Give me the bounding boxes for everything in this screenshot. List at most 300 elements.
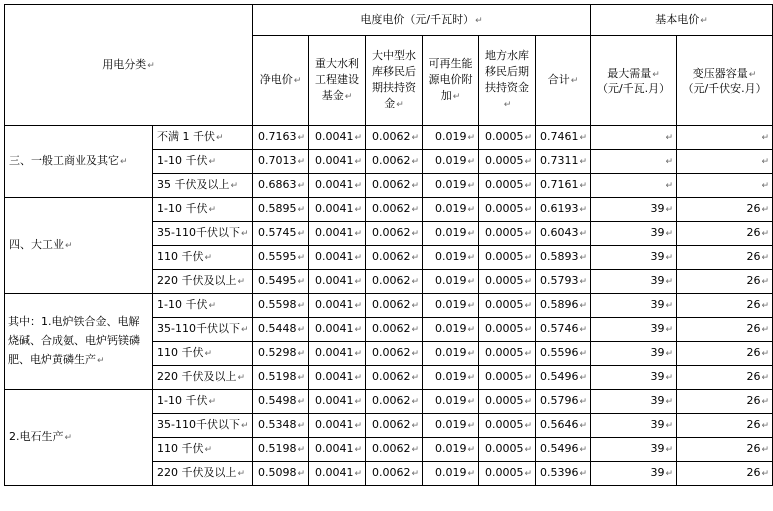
- paragraph-mark: ↵: [411, 277, 420, 287]
- paragraph-mark: ↵: [64, 433, 73, 443]
- cell-renewable: [423, 270, 479, 294]
- cell-total-value: 0.5596: [540, 346, 579, 359]
- cell-total-value: 0.5496: [540, 370, 579, 383]
- cell-fund-water: [309, 126, 366, 150]
- cell-total: [536, 222, 591, 246]
- cell-net-price-value: 0.5348: [257, 418, 297, 431]
- paragraph-mark: ↵: [579, 205, 588, 215]
- paragraph-mark: ↵: [216, 133, 224, 143]
- paragraph-mark: ↵: [665, 133, 674, 143]
- cell-total: [536, 150, 591, 174]
- cell-transformer-value: 26: [746, 274, 761, 287]
- cell-net-price: [253, 198, 309, 222]
- paragraph-mark: ↵: [467, 421, 476, 431]
- cell-fund-water-value: 0.0041: [314, 442, 354, 455]
- cell-max-demand: [591, 294, 677, 318]
- category-cell-value: 四、大工业: [9, 238, 64, 251]
- cell-total-value: 0.7161: [540, 178, 579, 191]
- paragraph-mark: ↵: [761, 277, 770, 287]
- paragraph-mark: ↵: [579, 397, 588, 407]
- cell-fund-water-value: 0.0041: [314, 418, 354, 431]
- cell-fund-water: [309, 174, 366, 198]
- paragraph-mark: ↵: [237, 469, 246, 479]
- cell-fund-reservoir-value: 0.0062: [371, 346, 411, 359]
- paragraph-mark: ↵: [524, 277, 533, 287]
- paragraph-mark: ↵: [579, 301, 588, 311]
- category-cell: [5, 294, 153, 390]
- cell-renewable: [423, 414, 479, 438]
- paragraph-mark: ↵: [579, 421, 588, 431]
- cell-transformer: [677, 318, 773, 342]
- paragraph-mark: ↵: [579, 157, 588, 167]
- paragraph-mark: ↵: [411, 253, 420, 263]
- cell-total-value: 0.6043: [540, 226, 579, 239]
- cell-renewable-value: 0.019: [434, 442, 467, 455]
- cell-total-value: 0.5796: [540, 394, 579, 407]
- paragraph-mark: ↵: [665, 325, 674, 335]
- paragraph-mark: ↵: [665, 421, 674, 431]
- cell-renewable: [423, 342, 479, 366]
- cell-total: [536, 198, 591, 222]
- paragraph-mark: ↵: [665, 229, 674, 239]
- cell-max-demand-value: 39: [650, 250, 665, 263]
- cell-fund-reservoir: [366, 150, 423, 174]
- paragraph-mark: ↵: [665, 349, 674, 359]
- cell-local-reservoir-value: 0.0005: [484, 394, 524, 407]
- cell-max-demand-value: 39: [650, 394, 665, 407]
- cell-local-reservoir: [479, 438, 536, 462]
- cell-fund-water: [309, 198, 366, 222]
- category-cell-value: 三、一般工商业及其它: [9, 154, 119, 167]
- cell-net-price: [253, 270, 309, 294]
- header-energy-group: 电度电价（元/千瓦时）↵: [253, 5, 591, 36]
- cell-transformer: [677, 366, 773, 390]
- cell-fund-water-value: 0.0041: [314, 394, 354, 407]
- paragraph-mark: ↵: [297, 349, 306, 359]
- paragraph-mark: ↵: [411, 373, 420, 383]
- cell-max-demand: [591, 438, 677, 462]
- paragraph-mark: ↵: [761, 349, 770, 359]
- paragraph-mark: ↵: [354, 421, 363, 431]
- cell-total-value: 0.5396: [540, 466, 579, 479]
- paragraph-mark: ↵: [524, 229, 533, 239]
- cell-renewable: [423, 222, 479, 246]
- cell-local-reservoir: [479, 174, 536, 198]
- paragraph-mark: ↵: [354, 469, 363, 479]
- paragraph-mark: ↵: [204, 445, 213, 455]
- cell-local-reservoir-value: 0.0005: [484, 154, 524, 167]
- cell-fund-reservoir: [366, 414, 423, 438]
- header-row-top: [5, 5, 773, 36]
- paragraph-mark: ↵: [761, 325, 770, 335]
- table-body: [5, 5, 773, 486]
- paragraph-mark: ↵: [208, 157, 217, 167]
- cell-renewable-value: 0.019: [434, 178, 467, 191]
- voltage-level-cell-value: 35-110千伏以下: [157, 322, 240, 335]
- cell-fund-water-value: 0.0041: [314, 370, 354, 383]
- paragraph-mark: ↵: [524, 397, 533, 407]
- cell-fund-reservoir: [366, 246, 423, 270]
- cell-fund-reservoir-value: 0.0062: [371, 226, 411, 239]
- paragraph-mark: ↵: [297, 421, 306, 431]
- cell-max-demand-value: 39: [650, 418, 665, 431]
- cell-transformer-value: 26: [746, 370, 761, 383]
- cell-local-reservoir-value: 0.0005: [484, 250, 524, 263]
- paragraph-mark: ↵: [297, 133, 306, 143]
- cell-max-demand: [591, 246, 677, 270]
- cell-max-demand: [591, 150, 677, 174]
- cell-total: [536, 390, 591, 414]
- paragraph-mark: ↵: [411, 205, 420, 215]
- cell-fund-reservoir: [366, 126, 423, 150]
- cell-transformer-value: 26: [746, 394, 761, 407]
- cell-transformer-value: 26: [746, 298, 761, 311]
- category-cell-value: 2.电石生产: [9, 430, 64, 443]
- cell-transformer-value: 26: [746, 250, 761, 263]
- cell-transformer-value: 26: [746, 466, 761, 479]
- cell-max-demand-value: 39: [650, 226, 665, 239]
- cell-transformer-value: 26: [746, 322, 761, 335]
- cell-local-reservoir: [479, 342, 536, 366]
- cell-local-reservoir-value: 0.0005: [484, 466, 524, 479]
- paragraph-mark: ↵: [354, 397, 363, 407]
- header-renewable: 可再生能源电价附加↵: [423, 36, 479, 126]
- voltage-level-cell: [153, 246, 253, 270]
- cell-fund-water: [309, 294, 366, 318]
- paragraph-mark: ↵: [467, 253, 476, 263]
- cell-local-reservoir: [479, 414, 536, 438]
- cell-net-price-value: 0.5595: [257, 250, 297, 263]
- cell-local-reservoir: [479, 222, 536, 246]
- cell-fund-reservoir-value: 0.0062: [371, 442, 411, 455]
- cell-total-value: 0.6193: [540, 202, 579, 215]
- cell-renewable: [423, 294, 479, 318]
- cell-net-price: [253, 126, 309, 150]
- cell-local-reservoir-value: 0.0005: [484, 178, 524, 191]
- paragraph-mark: ↵: [354, 229, 363, 239]
- voltage-level-cell: [153, 174, 253, 198]
- paragraph-mark: ↵: [354, 181, 363, 191]
- paragraph-mark: ↵: [467, 301, 476, 311]
- paragraph-mark: ↵: [665, 277, 674, 287]
- paragraph-mark: ↵: [467, 445, 476, 455]
- cell-local-reservoir-value: 0.0005: [484, 442, 524, 455]
- cell-renewable: [423, 174, 479, 198]
- paragraph-mark: ↵: [297, 205, 306, 215]
- paragraph-mark: ↵: [354, 205, 363, 215]
- cell-renewable: [423, 438, 479, 462]
- cell-max-demand: [591, 198, 677, 222]
- cell-fund-water-value: 0.0041: [314, 130, 354, 143]
- cell-local-reservoir: [479, 318, 536, 342]
- cell-total: [536, 126, 591, 150]
- voltage-level-cell-value: 1-10 千伏: [157, 202, 208, 215]
- cell-max-demand-value: 39: [650, 202, 665, 215]
- voltage-level-cell-value: 不满 1 千伏: [157, 130, 215, 143]
- cell-local-reservoir: [479, 294, 536, 318]
- voltage-level-cell-value: 220 千伏及以上: [157, 370, 237, 383]
- voltage-level-cell: [153, 438, 253, 462]
- category-cell-value: 其中：1.电炉铁合金、电解烧碱、合成氨、电炉钙镁磷肥、电炉黄磷生产: [8, 315, 140, 366]
- category-cell: [5, 390, 153, 486]
- paragraph-mark: ↵: [208, 205, 217, 215]
- cell-fund-water: [309, 246, 366, 270]
- paragraph-mark: ↵: [579, 445, 588, 455]
- header-transformer: 变压器容量↵ （元/千伏安.月）: [677, 36, 773, 126]
- cell-renewable-value: 0.019: [434, 274, 467, 287]
- cell-local-reservoir-value: 0.0005: [484, 202, 524, 215]
- cell-local-reservoir-value: 0.0005: [484, 322, 524, 335]
- paragraph-mark: ↵: [524, 325, 533, 335]
- paragraph-mark: ↵: [524, 253, 533, 263]
- cell-transformer: [677, 150, 773, 174]
- voltage-level-cell: [153, 294, 253, 318]
- cell-renewable: [423, 246, 479, 270]
- paragraph-mark: ↵: [354, 133, 363, 143]
- header-basic-group: 基本电价↵: [591, 5, 773, 36]
- cell-renewable-value: 0.019: [434, 250, 467, 263]
- paragraph-mark: ↵: [524, 349, 533, 359]
- cell-net-price: [253, 150, 309, 174]
- cell-net-price: [253, 342, 309, 366]
- paragraph-mark: ↵: [579, 253, 588, 263]
- voltage-level-cell-value: 35-110千伏以下: [157, 226, 240, 239]
- cell-fund-water: [309, 150, 366, 174]
- cell-fund-reservoir: [366, 174, 423, 198]
- cell-renewable: [423, 462, 479, 486]
- cell-total-value: 0.5496: [540, 442, 579, 455]
- cell-fund-reservoir-value: 0.0062: [371, 370, 411, 383]
- cell-fund-water: [309, 318, 366, 342]
- cell-total: [536, 414, 591, 438]
- paragraph-mark: ↵: [524, 421, 533, 431]
- cell-max-demand: [591, 222, 677, 246]
- voltage-level-cell: [153, 462, 253, 486]
- cell-renewable: [423, 318, 479, 342]
- paragraph-mark: ↵: [579, 373, 588, 383]
- paragraph-mark: ↵: [297, 157, 306, 167]
- paragraph-mark: ↵: [230, 181, 239, 191]
- cell-fund-water: [309, 222, 366, 246]
- cell-fund-reservoir-value: 0.0062: [371, 154, 411, 167]
- cell-fund-reservoir: [366, 390, 423, 414]
- paragraph-mark: ↵: [411, 421, 420, 431]
- paragraph-mark: ↵: [411, 157, 420, 167]
- cell-fund-water: [309, 414, 366, 438]
- paragraph-mark: ↵: [204, 253, 213, 263]
- header-local-reservoir: 地方水库移民后期扶持资金↵: [479, 36, 536, 126]
- cell-local-reservoir-value: 0.0005: [484, 130, 524, 143]
- cell-fund-reservoir-value: 0.0062: [371, 322, 411, 335]
- cell-max-demand-value: 39: [650, 274, 665, 287]
- voltage-level-cell: [153, 342, 253, 366]
- cell-net-price: [253, 246, 309, 270]
- cell-total-value: 0.7461: [540, 130, 579, 143]
- cell-net-price: [253, 174, 309, 198]
- cell-fund-reservoir-value: 0.0062: [371, 418, 411, 431]
- paragraph-mark: ↵: [579, 469, 588, 479]
- paragraph-mark: ↵: [354, 445, 363, 455]
- cell-transformer: [677, 414, 773, 438]
- category-cell: [5, 126, 153, 198]
- cell-transformer-value: 26: [746, 202, 761, 215]
- paragraph-mark: ↵: [467, 229, 476, 239]
- paragraph-mark: ↵: [354, 277, 363, 287]
- cell-max-demand-value: 39: [650, 466, 665, 479]
- cell-local-reservoir: [479, 126, 536, 150]
- cell-fund-reservoir-value: 0.0062: [371, 274, 411, 287]
- cell-fund-water-value: 0.0041: [314, 178, 354, 191]
- paragraph-mark: ↵: [297, 181, 306, 191]
- voltage-level-cell: [153, 270, 253, 294]
- voltage-level-cell-value: 110 千伏: [157, 250, 204, 263]
- cell-fund-reservoir: [366, 438, 423, 462]
- paragraph-mark: ↵: [761, 157, 770, 167]
- cell-local-reservoir-value: 0.0005: [484, 274, 524, 287]
- paragraph-mark: ↵: [208, 397, 217, 407]
- paragraph-mark: ↵: [411, 445, 420, 455]
- cell-max-demand: [591, 270, 677, 294]
- cell-transformer: [677, 246, 773, 270]
- cell-fund-water-value: 0.0041: [314, 154, 354, 167]
- paragraph-mark: ↵: [411, 301, 420, 311]
- cell-net-price-value: 0.5498: [257, 394, 297, 407]
- cell-total: [536, 462, 591, 486]
- paragraph-mark: ↵: [411, 133, 420, 143]
- cell-local-reservoir-value: 0.0005: [484, 418, 524, 431]
- header-total: 合计↵: [536, 36, 591, 126]
- cell-transformer: [677, 198, 773, 222]
- cell-local-reservoir-value: 0.0005: [484, 298, 524, 311]
- cell-renewable-value: 0.019: [434, 130, 467, 143]
- cell-renewable-value: 0.019: [434, 394, 467, 407]
- cell-fund-reservoir: [366, 294, 423, 318]
- cell-net-price-value: 0.7163: [257, 130, 297, 143]
- table-row: [5, 390, 773, 414]
- cell-max-demand: [591, 318, 677, 342]
- cell-renewable: [423, 390, 479, 414]
- cell-total-value: 0.5746: [540, 322, 579, 335]
- cell-fund-water-value: 0.0041: [314, 202, 354, 215]
- paragraph-mark: ↵: [579, 277, 588, 287]
- voltage-level-cell: [153, 414, 253, 438]
- cell-total: [536, 342, 591, 366]
- paragraph-mark: ↵: [65, 241, 73, 251]
- cell-total: [536, 294, 591, 318]
- paragraph-mark: ↵: [208, 301, 217, 311]
- cell-transformer: [677, 126, 773, 150]
- paragraph-mark: ↵: [467, 205, 476, 215]
- voltage-level-cell: [153, 126, 253, 150]
- paragraph-mark: ↵: [761, 181, 770, 191]
- paragraph-mark: ↵: [411, 325, 420, 335]
- cell-max-demand: [591, 126, 677, 150]
- cell-renewable-value: 0.019: [434, 466, 467, 479]
- cell-local-reservoir-value: 0.0005: [484, 370, 524, 383]
- cell-net-price: [253, 294, 309, 318]
- cell-total: [536, 246, 591, 270]
- cell-transformer-value: 26: [746, 442, 761, 455]
- paragraph-mark: ↵: [237, 277, 246, 287]
- cell-total: [536, 318, 591, 342]
- cell-net-price-value: 0.7013: [257, 154, 297, 167]
- paragraph-mark: ↵: [524, 157, 533, 167]
- cell-renewable: [423, 126, 479, 150]
- cell-renewable-value: 0.019: [434, 322, 467, 335]
- paragraph-mark: ↵: [761, 469, 770, 479]
- table-row: [5, 126, 773, 150]
- paragraph-mark: ↵: [467, 133, 476, 143]
- paragraph-mark: ↵: [524, 301, 533, 311]
- cell-local-reservoir-value: 0.0005: [484, 346, 524, 359]
- paragraph-mark: ↵: [97, 356, 105, 366]
- paragraph-mark: ↵: [467, 325, 476, 335]
- cell-fund-reservoir-value: 0.0062: [371, 202, 411, 215]
- cell-local-reservoir: [479, 198, 536, 222]
- paragraph-mark: ↵: [354, 253, 363, 263]
- cell-fund-water: [309, 366, 366, 390]
- cell-fund-water-value: 0.0041: [314, 322, 354, 335]
- cell-fund-water: [309, 438, 366, 462]
- paragraph-mark: ↵: [297, 373, 306, 383]
- cell-local-reservoir: [479, 462, 536, 486]
- cell-max-demand-value: 39: [650, 322, 665, 335]
- cell-total-value: 0.5896: [540, 298, 579, 311]
- header-max-demand: 最大需量↵ （元/千瓦.月）: [591, 36, 677, 126]
- paragraph-mark: ↵: [665, 157, 674, 167]
- voltage-level-cell-value: 35 千伏及以上: [157, 178, 230, 191]
- cell-renewable-value: 0.019: [434, 298, 467, 311]
- cell-fund-reservoir: [366, 198, 423, 222]
- cell-max-demand: [591, 174, 677, 198]
- paragraph-mark: ↵: [411, 469, 420, 479]
- paragraph-mark: ↵: [665, 301, 674, 311]
- paragraph-mark: ↵: [467, 157, 476, 167]
- cell-local-reservoir: [479, 270, 536, 294]
- cell-total-value: 0.5793: [540, 274, 579, 287]
- cell-renewable: [423, 150, 479, 174]
- paragraph-mark: ↵: [297, 301, 306, 311]
- paragraph-mark: ↵: [467, 373, 476, 383]
- cell-transformer: [677, 294, 773, 318]
- paragraph-mark: ↵: [665, 181, 674, 191]
- paragraph-mark: ↵: [579, 133, 588, 143]
- cell-local-reservoir: [479, 366, 536, 390]
- cell-fund-water: [309, 390, 366, 414]
- voltage-level-cell: [153, 366, 253, 390]
- cell-net-price: [253, 438, 309, 462]
- voltage-level-cell: [153, 390, 253, 414]
- paragraph-mark: ↵: [665, 469, 674, 479]
- cell-fund-reservoir-value: 0.0062: [371, 394, 411, 407]
- cell-net-price: [253, 414, 309, 438]
- cell-fund-water: [309, 342, 366, 366]
- cell-fund-reservoir-value: 0.0062: [371, 298, 411, 311]
- paragraph-mark: ↵: [761, 253, 770, 263]
- paragraph-mark: ↵: [411, 229, 420, 239]
- voltage-level-cell-value: 1-10 千伏: [157, 154, 208, 167]
- cell-max-demand-value: 39: [650, 298, 665, 311]
- cell-net-price-value: 0.5198: [257, 370, 297, 383]
- cell-net-price-value: 0.5495: [257, 274, 297, 287]
- cell-fund-water-value: 0.0041: [314, 346, 354, 359]
- cell-total-value: 0.7311: [540, 154, 579, 167]
- voltage-level-cell: [153, 198, 253, 222]
- cell-fund-water-value: 0.0041: [314, 250, 354, 263]
- paragraph-mark: ↵: [665, 253, 674, 263]
- cell-max-demand-value: 39: [650, 370, 665, 383]
- cell-transformer: [677, 270, 773, 294]
